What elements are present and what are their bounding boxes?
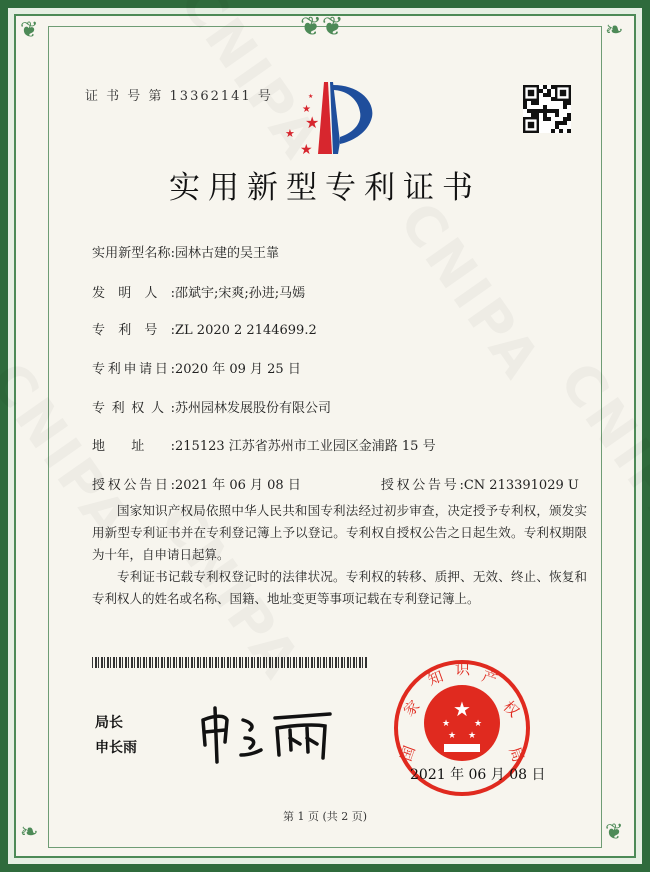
ornament-corner: ❧ — [20, 820, 39, 845]
field-label: 专利权人: — [92, 401, 175, 416]
svg-text:家: 家 — [399, 696, 424, 721]
field-label: 发明人: — [92, 286, 175, 301]
signer-name: 申长雨 — [95, 740, 137, 756]
svg-text:★: ★ — [453, 697, 471, 721]
svg-text:权: 权 — [499, 697, 523, 721]
field-label: 专利号: — [92, 323, 175, 338]
svg-text:★: ★ — [308, 93, 314, 100]
barcode — [92, 657, 368, 668]
announcement-label: 授权公告号: — [380, 478, 464, 493]
ornament-corner: ❦ — [20, 18, 39, 43]
qr-code — [523, 85, 571, 133]
svg-text:★: ★ — [302, 104, 311, 115]
field-row — [92, 435, 436, 454]
seal-date: 2021 年 06 月 08 日 — [410, 767, 546, 783]
paragraph: 国家知识产权局依照中华人民共和国专利法经过初步审查，决定授予专利权，颁发实用新型专利证书并在专利登记簿上予以登记。专利权自授权公告之日起生效。专利权期限为十年，自申请日起算。 — [92, 503, 587, 562]
svg-text:国: 国 — [396, 743, 419, 764]
ornament-corner: ❧ — [605, 18, 624, 43]
ornament-top: ❦❦ — [300, 12, 344, 42]
field-value: 2021 年 06 月 08 日 — [175, 478, 301, 493]
svg-text:★: ★ — [468, 731, 477, 741]
field-value: 2020 年 09 月 25 日 — [175, 362, 301, 377]
field-row — [92, 282, 305, 301]
svg-text:★: ★ — [442, 719, 451, 729]
svg-text:★: ★ — [305, 113, 320, 132]
field-value: 园林古建的吴王靠 — [175, 246, 280, 261]
svg-text:★: ★ — [285, 127, 295, 140]
field-row — [92, 397, 331, 416]
field-value: 215123 江苏省苏州市工业园区金浦路 15 号 — [175, 439, 436, 454]
field-row — [92, 319, 317, 338]
svg-text:产: 产 — [479, 666, 500, 689]
ornament-corner: ❦ — [605, 820, 624, 845]
field-value: 邵斌宇;宋爽;孙进;马嫣 — [175, 286, 306, 301]
field-label: 授权公告日: — [92, 478, 175, 493]
field-row — [92, 358, 301, 377]
cnipa-logo — [280, 82, 380, 157]
page-title: 实用新型专利证书 — [169, 170, 481, 206]
paragraph: 专利证书记载专利权登记时的法律状况。专利权的转移、质押、无效、终止、恢复和专利权人的姓名或名称、国籍、地址变更等事项记载在专利登记簿上。 — [92, 569, 587, 606]
field-row — [92, 474, 579, 493]
svg-text:★: ★ — [474, 719, 483, 729]
svg-text:知: 知 — [425, 667, 446, 690]
field-label: 专利申请日: — [92, 362, 175, 377]
field-row — [92, 242, 279, 261]
signer-title: 局长 — [95, 715, 123, 731]
svg-text:★: ★ — [448, 731, 457, 741]
page-indicator: 第 1 页 (共 2 页) — [282, 810, 368, 823]
announcement-value: CN 213391029 U — [463, 478, 579, 493]
signature — [195, 700, 340, 765]
field-value: 苏州园林发展股份有限公司 — [175, 401, 332, 416]
field-value: ZL 2020 2 2144699.2 — [175, 323, 317, 338]
svg-text:局: 局 — [505, 744, 528, 765]
certificate-number: 证 书 号 第 13362141 号 — [85, 89, 273, 104]
field-label: 地址: — [92, 439, 175, 454]
svg-text:★: ★ — [300, 142, 313, 157]
field-label: 实用新型名称: — [92, 246, 175, 261]
svg-text:识: 识 — [455, 660, 471, 678]
